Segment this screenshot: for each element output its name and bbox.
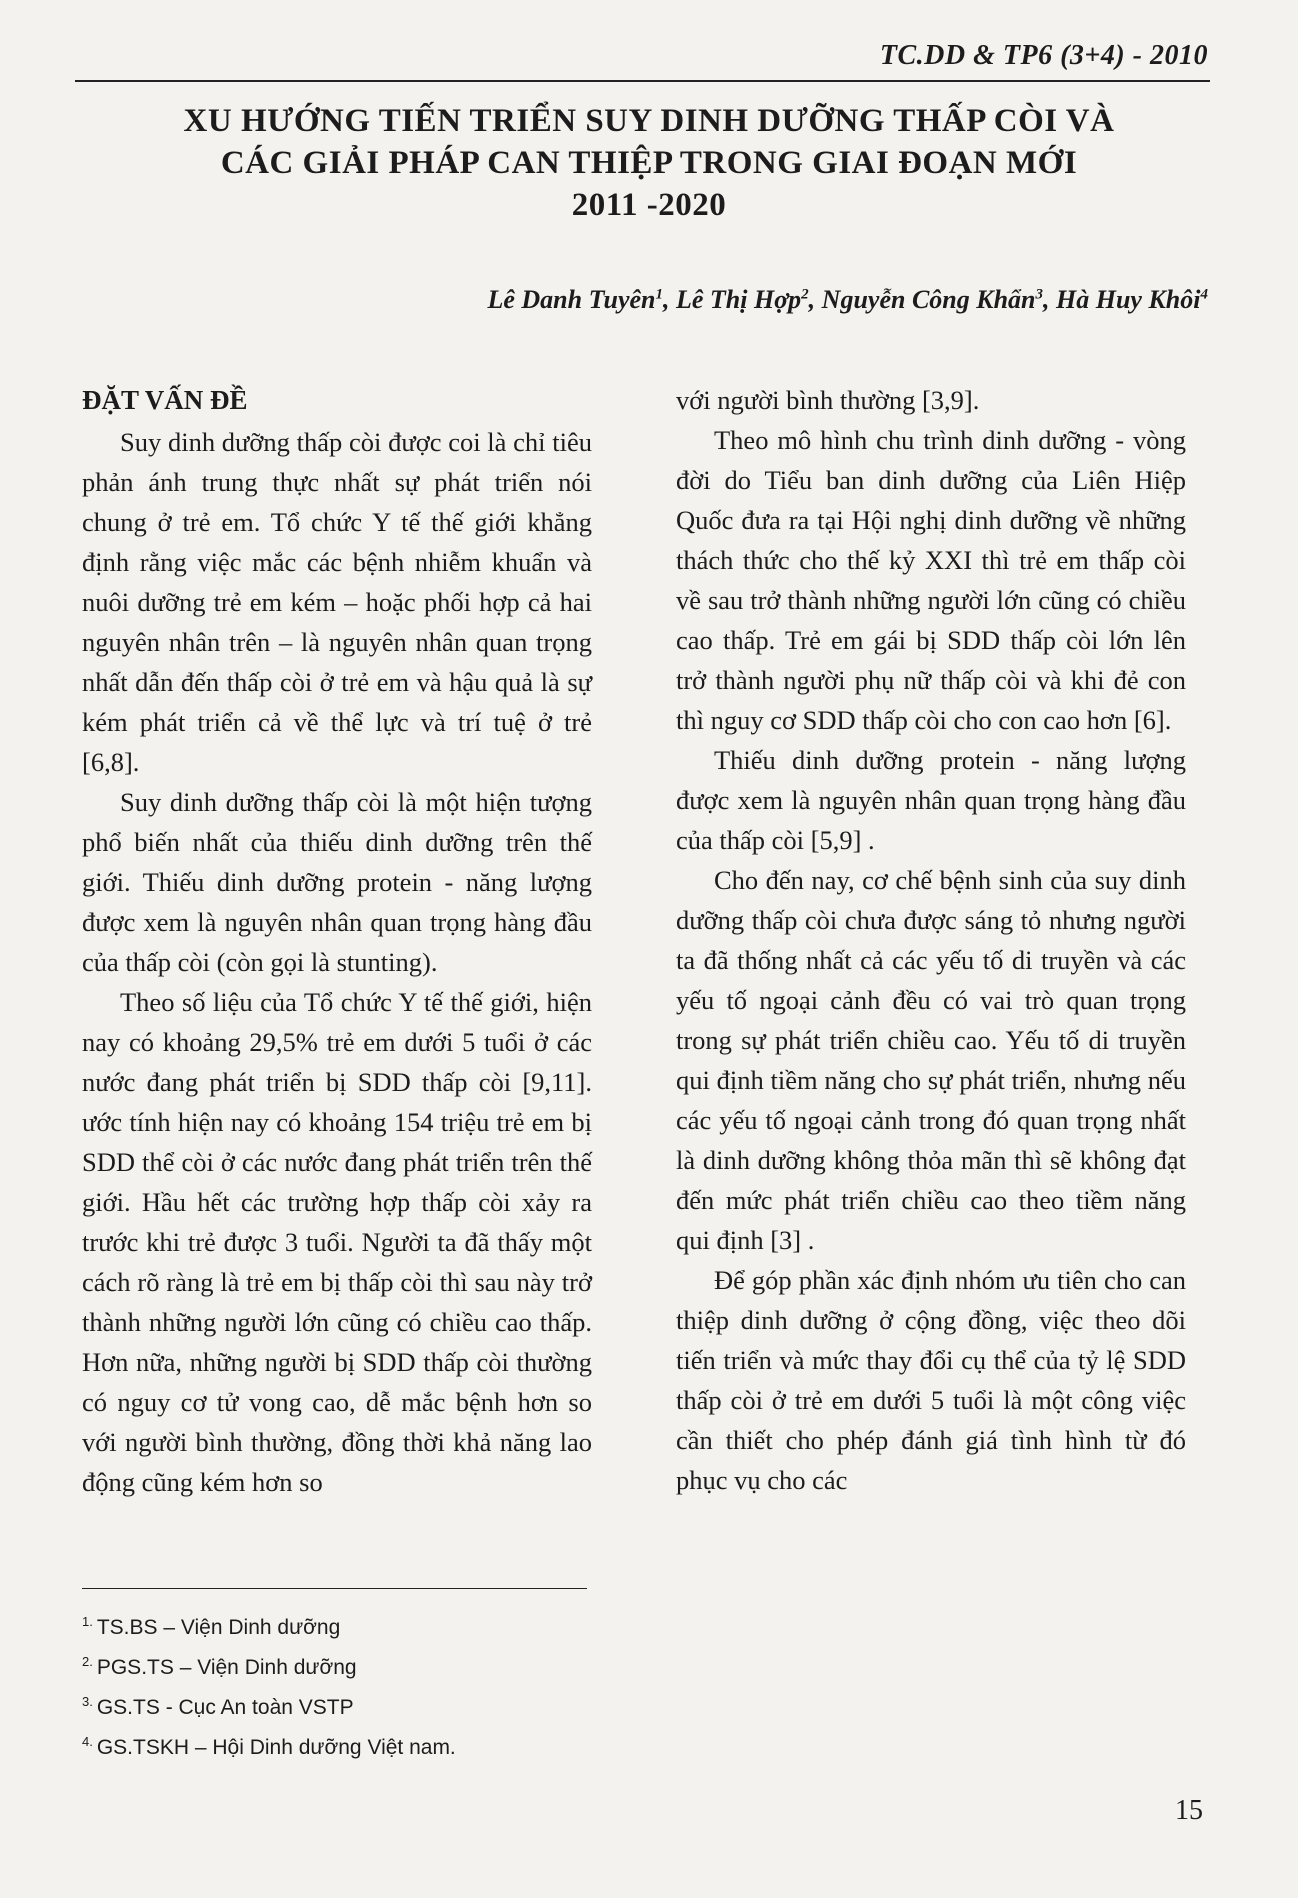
footnotes [82, 1605, 456, 1765]
paragraph: Theo số liệu của Tổ chức Y tế thế giới, hiện nay có khoảng 29,5% trẻ em dưới 5 tuổi ở các nước đang phát triển bị SDD thấp còi [9,11]. ước tính hiện nay có khoảng 154 triệu trẻ em bị SDD thể còi ở các nước đang phát triển trên thế giới. Hầu hết các trường hợp thấp còi xảy ra trước khi trẻ được 3 tuổi. Người ta đã thấy một cách rõ ràng là trẻ em bị thấp còi thì sau này trở thành những người lớn cũng có chiều cao thấp. Hơn nữa, những người bị SDD thấp còi thường có nguy cơ tử vong cao, dễ mắc bệnh hơn so với người bình thường, đồng thời khả năng lao động cũng kém hơn so [82, 987, 592, 1497]
paragraph: Suy dinh dưỡng thấp còi được coi là chỉ tiêu phản ánh trung thực nhất sự phát triển nói chung ở trẻ em. Tổ chức Y tế thế giới khẳng định rằng việc mắc các bệnh nhiễm khuẩn và nuôi dưỡng trẻ em kém – hoặc phối hợp cả hai nguyên nhân trên – là nguyên nhân quan trọng nhất dẫn đến thấp còi ở trẻ em và hậu quả là sự kém phát triển cả về thể lực và trí tuệ ở trẻ [6,8]. [82, 427, 592, 777]
footnote-mark: 4. [82, 1734, 93, 1749]
header-rule [75, 80, 1210, 82]
footnote-mark: 1. [82, 1614, 93, 1629]
page-number: 15 [1175, 1795, 1203, 1826]
footnote-text: TS.BS – Viện Dinh dưỡng [96, 1616, 341, 1639]
footnote-mark: 2. [82, 1654, 93, 1669]
article-title [80, 100, 1218, 226]
paragraph: Suy dinh dưỡng thấp còi là một hiện tượng phổ biến nhất của thiếu dinh dưỡng trên thế giới. Thiếu dinh dưỡng protein - năng lượng được xem là nguyên nhân quan trọng hàng đầu của thấp còi (còn gọi là stunting). [82, 787, 592, 977]
author-name: Lê Thị Hợp [676, 285, 802, 314]
paragraph: Để góp phần xác định nhóm ưu tiên cho can thiệp dinh dưỡng ở cộng đồng, việc theo dõi tiến triển và mức thay đổi cụ thể của tỷ lệ SDD thấp còi ở trẻ em dưới 5 tuổi là một công việc cần thiết cho phép đánh giá tình hình từ đó phục vụ cho các [676, 1265, 1186, 1495]
author-list: Lê Danh Tuyên$^1$, Lê Thị Hợp$^2$, Nguyễn Công Khẩn$^3$, Hà Huy Khôi$^4$ [487, 285, 1208, 314]
paragraph: Thiếu dinh dưỡng protein - năng lượng được xem là nguyên nhân quan trọng hàng đầu của thấp còi [5,9] . [676, 745, 1186, 855]
right-column [676, 380, 1186, 1500]
paragraph: Theo mô hình chu trình dinh dưỡng - vòng đời do Tiểu ban dinh dưỡng của Liên Hiệp Quốc đưa ra tại Hội nghị dinh dưỡng về những thách thức cho thế kỷ XXI thì trẻ em thấp còi về sau trở thành những người lớn cũng có chiều cao thấp. Trẻ em gái bị SDD thấp còi lớn lên trở thành người phụ nữ thấp còi và khi đẻ con thì nguy cơ SDD thấp còi cho con cao hơn [6]. [676, 425, 1186, 735]
footnote [82, 1645, 456, 1685]
author-mark: 4 [1200, 286, 1208, 303]
section-heading: ĐẶT VẤN ĐỀ [82, 385, 248, 415]
author-name: Hà Huy Khôi [1056, 285, 1201, 314]
paragraph-continuation: với người bình thường [3,9]. [676, 385, 980, 415]
title-line-3: 2011 -2020 [571, 187, 727, 223]
footnote-rule [82, 1588, 587, 1589]
title-line-2: CÁC GIẢI PHÁP CAN THIỆP TRONG GIAI ĐOẠN MỚI [220, 145, 1078, 181]
journal-header: TC.DD & TP6 (3+4) - 2010 [879, 40, 1208, 71]
footnote-text: GS.TS - Cục An toàn VSTP [96, 1696, 354, 1719]
left-column [82, 380, 592, 1502]
author-name: Nguyễn Công Khẩn [821, 285, 1036, 314]
author-mark: 1 [655, 286, 663, 303]
footnote-text: PGS.TS – Viện Dinh dưỡng [96, 1656, 357, 1679]
author-mark: 2 [801, 286, 809, 303]
paragraph: Cho đến nay, cơ chế bệnh sinh của suy dinh dưỡng thấp còi chưa được sáng tỏ nhưng người ta đã thống nhất cả các yếu tố di truyền và các yếu tố ngoại cảnh đều có vai trò quan trọng trong sự phát triển chiều cao. Yếu tố di truyền qui định tiềm năng cho sự phát triển, nhưng nếu các yếu tố ngoại cảnh trong đó quan trọng nhất là dinh dưỡng không thỏa mãn thì sẽ không đạt đến mức phát triển chiều cao theo tiềm năng qui định [3] . [676, 865, 1186, 1255]
footnote [82, 1725, 456, 1765]
footnote-text: GS.TSKH – Hội Dinh dưỡng Việt nam. [96, 1736, 456, 1759]
footnote-mark: 3. [82, 1694, 93, 1709]
author-mark: 3 [1035, 286, 1044, 303]
author-name: Lê Danh Tuyên [487, 285, 656, 314]
footnote [82, 1685, 456, 1725]
title-line-1: XU HƯỚNG TIẾN TRIỂN SUY DINH DƯỠNG THẤP CÒI VÀ [183, 103, 1115, 139]
footnote [82, 1605, 456, 1645]
